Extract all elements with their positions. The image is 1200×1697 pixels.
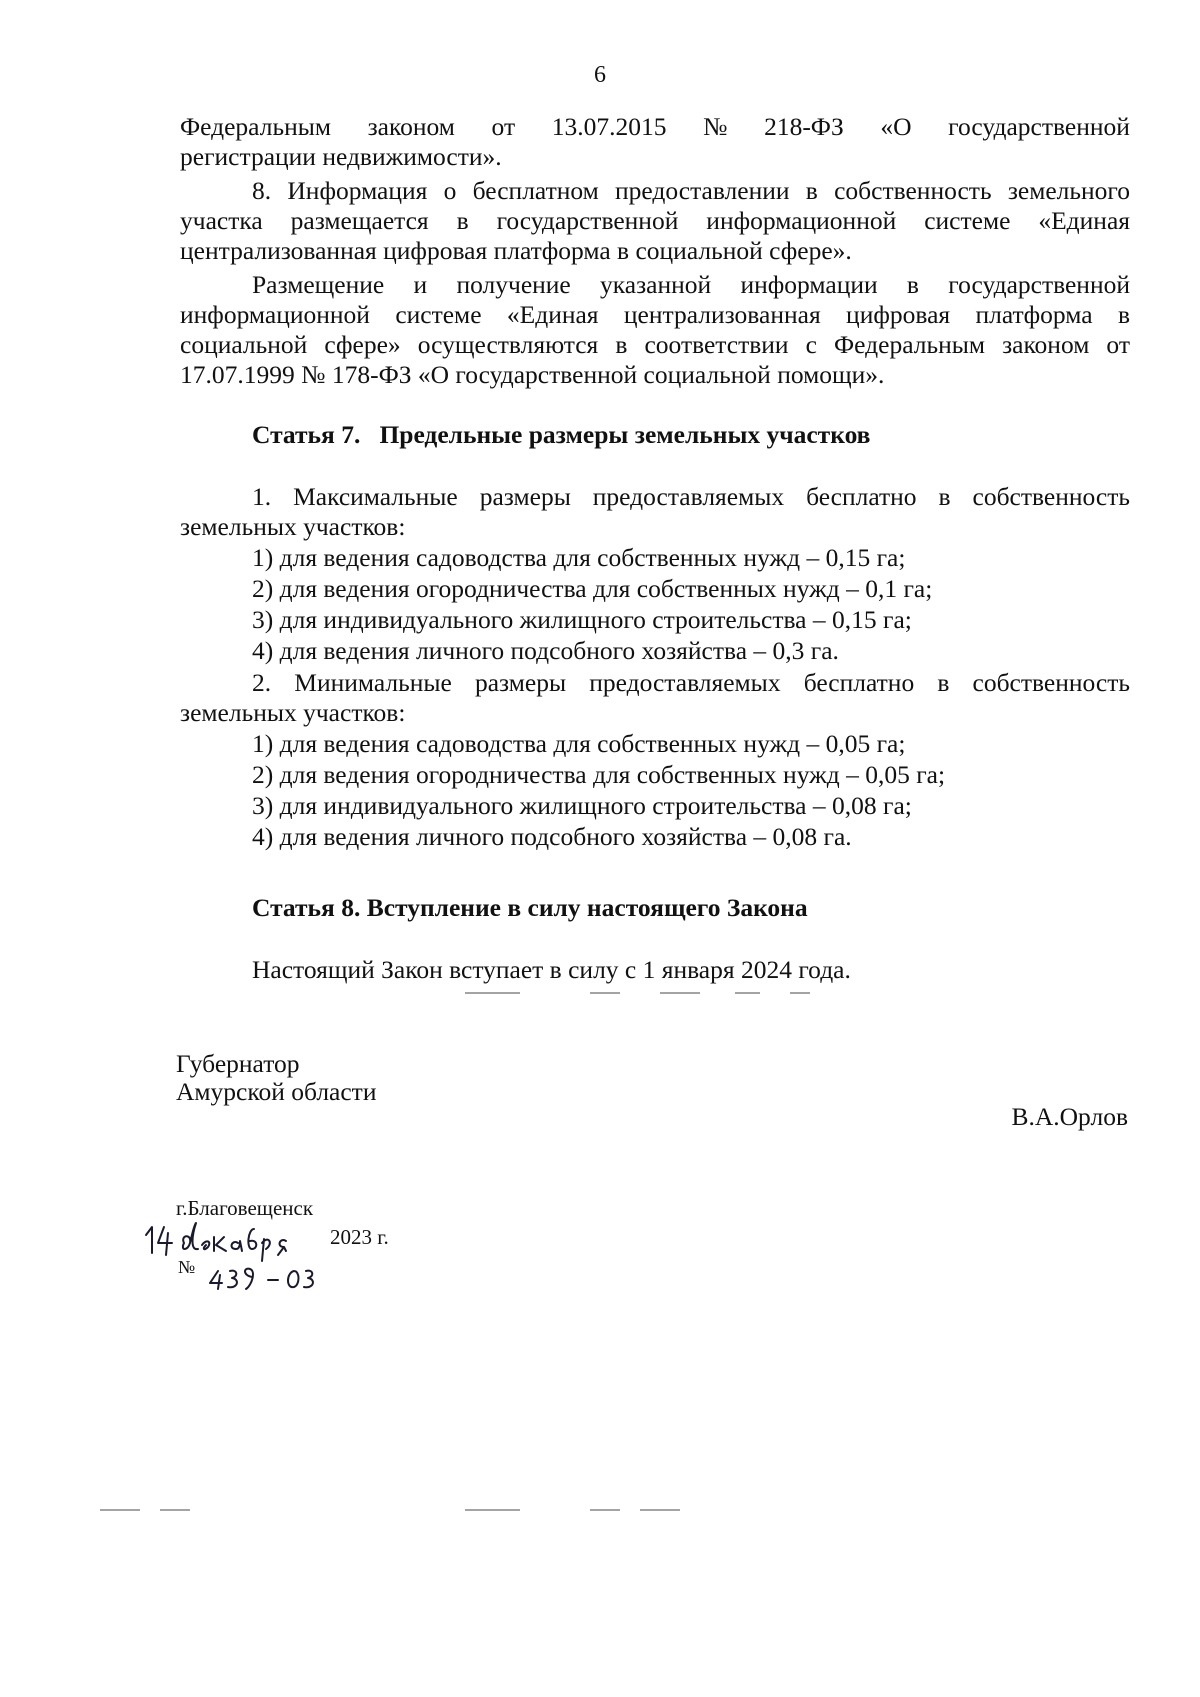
date-and-number: [140, 1215, 440, 1295]
item-8-paragraph: 8. Информация о бесплатном предоставлении в собственность земельного участка размещается в государственной информационной системе «Единая централизованная цифровая платформа в социальной сфере».: [180, 176, 1130, 265]
signatory-title: [176, 1050, 376, 1106]
intro-line-1: [180, 112, 1130, 142]
list-item: 2) для ведения огородничества для собственных нужд – 0,1 га;: [252, 574, 933, 603]
page-number: 6: [594, 62, 606, 88]
max-sizes-list: [180, 542, 1130, 666]
list-item: 3) для индивидуального жилищного строительства – 0,08 га;: [252, 791, 912, 820]
list-item: 1) для ведения садоводства для собственных нужд – 0,05 га;: [252, 729, 906, 758]
article-7-heading: Статья 7. Предельные размеры земельных участков: [252, 420, 871, 449]
list-item: 2) для ведения огородничества для собственных нужд – 0,05 га;: [252, 760, 946, 789]
number-sign: №: [178, 1257, 196, 1277]
min-sizes-intro: 2. Минимальные размеры предоставляемых бесплатно в собственность земельных участков:: [180, 668, 1130, 727]
intro-word: 218-ФЗ: [764, 112, 844, 141]
signatory-name: В.А.Орлов: [1011, 1102, 1128, 1131]
intro-word: от: [491, 112, 516, 141]
item-8-placement-paragraph: Размещение и получение указанной информации в государственной информационной системе «Единая централизованная цифровая платформа в социальной сфере» осуществляются в соответствии с Федеральным законом от 17.07.1999 № 178-ФЗ «О государственной социальной помощи».: [180, 270, 1130, 389]
intro-line-2: регистрации недвижимости».: [180, 142, 502, 171]
list-item: 4) для ведения личного подсобного хозяйства – 0,3 га.: [252, 636, 839, 665]
place-of-signing: г.Благовещенск: [176, 1196, 314, 1220]
max-sizes-intro: 1. Максимальные размеры предоставляемых бесплатно в собственность земельных участков:: [180, 482, 1130, 541]
list-item: 3) для индивидуального жилищного строительства – 0,15 га;: [252, 605, 912, 634]
list-item: 4) для ведения личного подсобного хозяйства – 0,08 га.: [252, 822, 852, 851]
min-sizes-list: [180, 728, 1130, 852]
intro-word: государственной: [948, 112, 1130, 141]
list-item: 1) для ведения садоводства для собственных нужд – 0,15 га;: [252, 543, 906, 572]
intro-word: №: [703, 112, 728, 141]
article-8-text: Настоящий Закон вступает в силу с 1 января 2024 года.: [252, 955, 851, 984]
article-8-heading: Статья 8. Вступление в силу настоящего Закона: [252, 893, 808, 922]
signatory-title-line-2: Амурской области: [176, 1077, 377, 1106]
date-year: 2023 г.: [330, 1225, 389, 1249]
intro-word: 13.07.2015: [551, 112, 667, 141]
intro-word: Федеральным: [180, 112, 331, 141]
intro-word: законом: [367, 112, 455, 141]
intro-word: «О: [880, 112, 912, 141]
item-8-block: [180, 176, 1130, 390]
article-7-body: [180, 482, 1130, 852]
handwritten-date-and-number: [140, 1215, 440, 1295]
signatory-title-line-1: Губернатор: [176, 1049, 300, 1078]
intro-block: [180, 112, 1130, 172]
